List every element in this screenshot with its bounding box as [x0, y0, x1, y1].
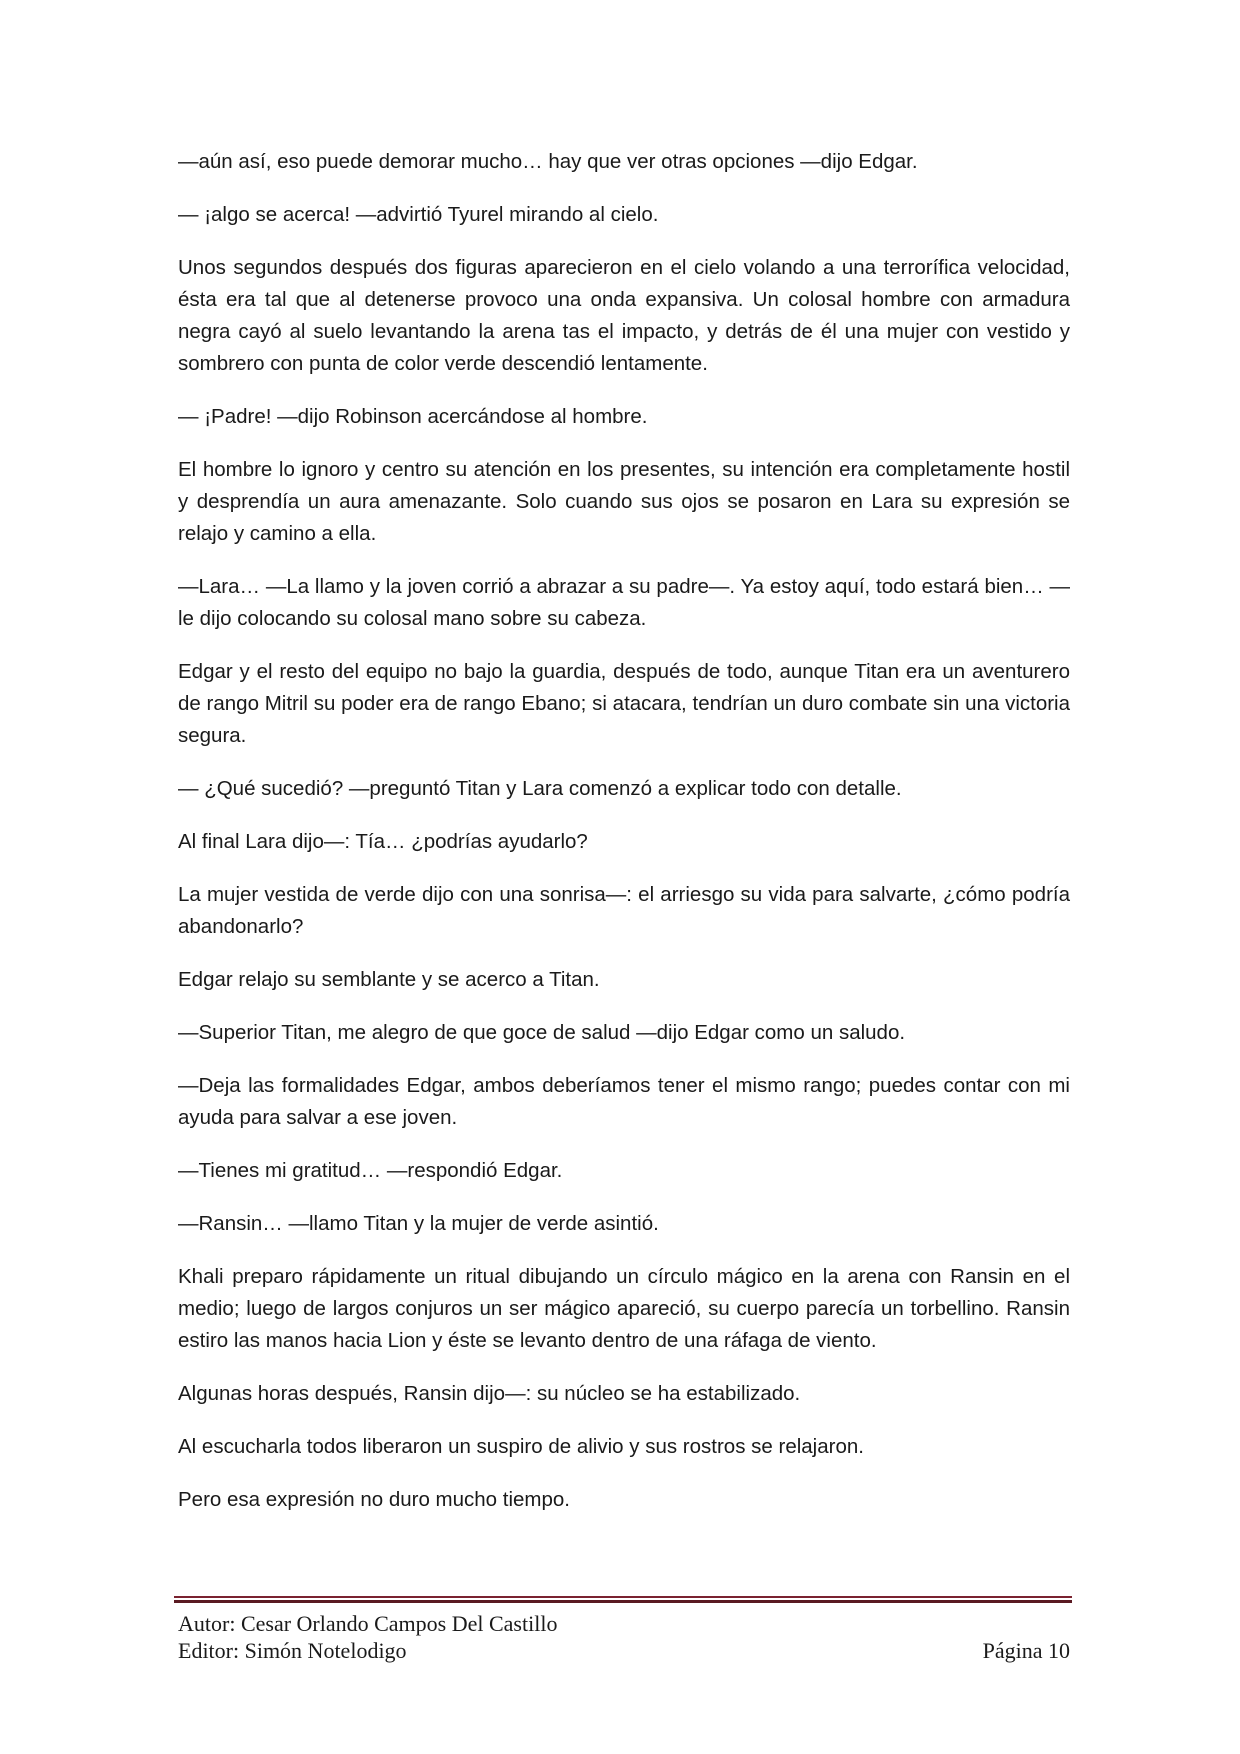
footer-line-editor — [178, 1637, 1070, 1664]
page-body — [178, 146, 1070, 1537]
paragraph: Unos segundos después dos figuras aparecieron en el cielo volando a una terrorífica velocidad, ésta era tal que al detenerse provoco una onda expansiva. Un colosal hombre con armadura negra cayó al suelo levantando la arena tas el impacto, y detrás de él una mujer con vestido y sombrero con punta de color verde descendió lentamente. — [178, 256, 1070, 375]
footer-editor: Editor: Simón Notelodigo — [178, 1638, 407, 1663]
paragraph: —aún así, eso puede demorar mucho… hay que ver otras opciones —dijo Edgar. — [178, 150, 918, 173]
page-footer — [178, 1610, 1070, 1664]
paragraph: Pero esa expresión no duro mucho tiempo. — [178, 1488, 571, 1511]
paragraph: — ¡Padre! —dijo Robinson acercándose al hombre. — [178, 405, 648, 428]
footer-divider — [174, 1596, 1072, 1603]
paragraph: Edgar y el resto del equipo no bajo la guardia, después de todo, aunque Titan era un aventurero de rango Mitril su poder era de rango Ebano; si atacara, tendrían un duro combate sin una victoria segura. — [178, 660, 1070, 747]
paragraph: —Lara… —La llamo y la joven corrió a abrazar a su padre—. Ya estoy aquí, todo estará bien… —le dijo colocando su colosal mano sobre su cabeza. — [178, 575, 1070, 630]
paragraph: —Tienes mi gratitud… —respondió Edgar. — [178, 1159, 563, 1182]
paragraph: —Ransin… —llamo Titan y la mujer de verde asintió. — [178, 1212, 659, 1235]
paragraph: —Deja las formalidades Edgar, ambos deberíamos tener el mismo rango; puedes contar con mi ayuda para salvar a ese joven. — [178, 1074, 1070, 1129]
paragraph: Khali preparo rápidamente un ritual dibujando un círculo mágico en la arena con Ransin en el medio; luego de largos conjuros un ser mágico apareció, su cuerpo parecía un torbellino. Ransin estiro las manos hacia Lion y éste se levanto dentro de una ráfaga de viento. — [178, 1265, 1070, 1352]
paragraph: Algunas horas después, Ransin dijo—: su núcleo se ha estabilizado. — [178, 1382, 801, 1405]
footer-author: Autor: Cesar Orlando Campos Del Castillo — [178, 1611, 558, 1636]
paragraph: —Superior Titan, me alegro de que goce de salud —dijo Edgar como un saludo. — [178, 1021, 906, 1044]
paragraph: — ¡algo se acerca! —advirtió Tyurel mirando al cielo. — [178, 203, 659, 226]
paragraph: Edgar relajo su semblante y se acerco a Titan. — [178, 968, 600, 991]
page-number: Página 10 — [982, 1638, 1070, 1663]
footer-line-author — [178, 1610, 1070, 1637]
footer-rule-thick — [174, 1600, 1072, 1603]
paragraph: — ¿Qué sucedió? —preguntó Titan y Lara comenzó a explicar todo con detalle. — [178, 777, 902, 800]
paragraph: Al escucharla todos liberaron un suspiro de alivio y sus rostros se relajaron. — [178, 1435, 864, 1458]
footer-rule-thin — [174, 1596, 1072, 1598]
paragraph: El hombre lo ignoro y centro su atención en los presentes, su intención era completamente hostil y desprendía un aura amenazante. Solo cuando sus ojos se posaron en Lara su expresión se relajo y camino a ella. — [178, 458, 1070, 545]
paragraph: Al final Lara dijo—: Tía… ¿podrías ayudarlo? — [178, 830, 588, 853]
paragraph: La mujer vestida de verde dijo con una sonrisa—: el arriesgo su vida para salvarte, ¿cómo podría abandonarlo? — [178, 883, 1070, 938]
